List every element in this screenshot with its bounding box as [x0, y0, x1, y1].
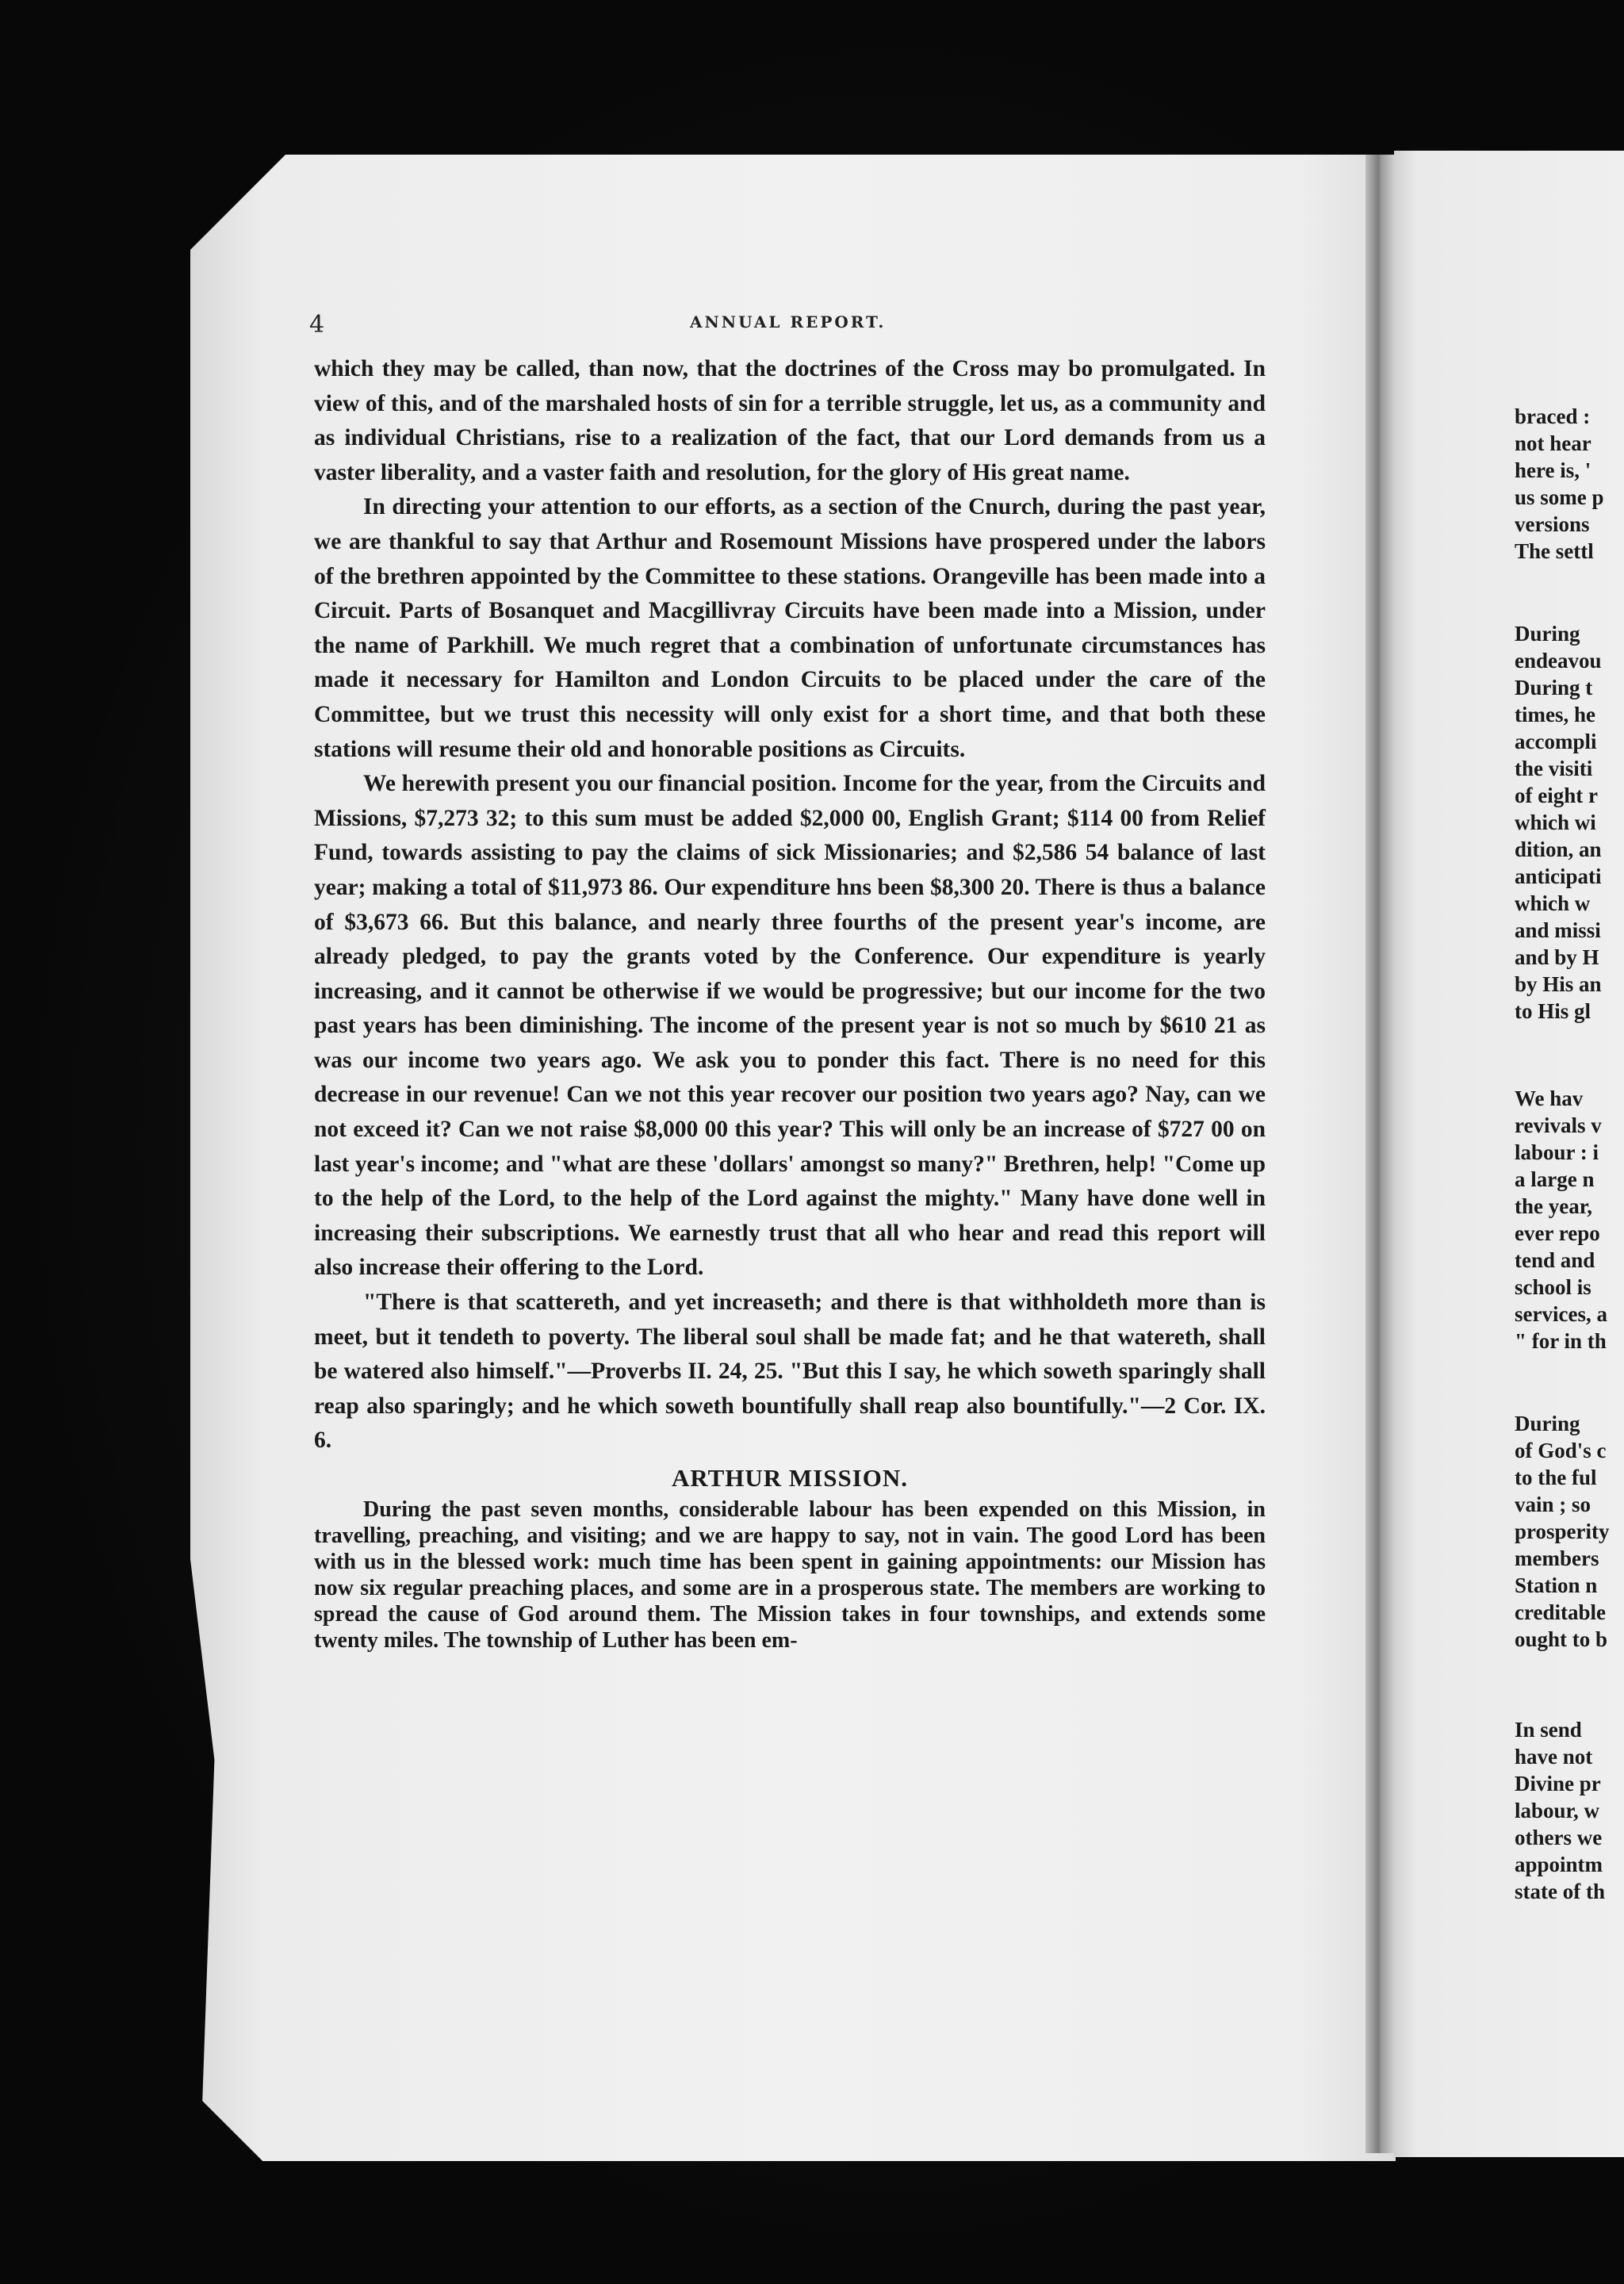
- right-page-fragment-line: a large n: [1515, 1167, 1595, 1191]
- right-page-fragment-line: others we: [1515, 1826, 1603, 1849]
- right-page-fragment-line: We hav: [1515, 1086, 1584, 1110]
- right-page-fragment-line: appointm: [1515, 1853, 1603, 1876]
- right-page-fragment-line: have not: [1515, 1745, 1593, 1769]
- right-page-fragment-line: Station n: [1515, 1573, 1598, 1597]
- right-page-fragment-line: During t: [1515, 676, 1593, 699]
- right-page-fragment-line: the visiti: [1515, 757, 1593, 780]
- right-page-fragment-line: dition, an: [1515, 837, 1602, 861]
- right-page-fragment-line: versions: [1515, 512, 1590, 536]
- paragraph-financial: We herewith present you our financial position. Income for the year, from the Circuits and Missions, $7,273 32; to this sum must be added $2,000 00, English Grant; $114 00 from Relief Fund, towards assisting to pay the claims of sick Missionaries; and $2,586 54 balance of last year; making a total of $11,973 86. Our expenditure hns been $8,300 20. There is thus a balance of $3,673 66. But this balance, and nearly three fourths of the present year's income, are already pledged, to pay the grants voted by the Conference. Our expenditure is yearly increasing, and it cannot be otherwise if we would be progressive; but our income for the two past years has been diminishing. The income of the present year is not so much by $610 21 as was our income two years ago. We ask you to ponder this fact. There is no need for this decrease in our revenue! Can we not this year recover our position two years ago? Nay, can we not exceed it? Can we not raise $8,000 00 this year? This will only be an increase of $727 00 on last year's income; and "what are these 'dollars' amongst so many?" Brethren, help! "Come up to the help of the Lord, to the help of the Lord against the mighty." Many have done well in increasing their subscriptions. We earnestly trust that all who hear and read this report will also increase their offering to the Lord.: [314, 771, 1266, 1281]
- right-page-fragment-line: to His gl: [1515, 999, 1591, 1023]
- right-page-fragment-line: creditable: [1515, 1600, 1606, 1624]
- book-gutter: [1365, 155, 1394, 2153]
- paragraph-continuation: which they may be called, than now, that the doctrines of the Cross may bo promulgated. In view of this, and of the marshaled hosts of sin for a terrible struggle, let us, as a community and as individual Christians, rise to a realization of the fact, that our Lord demands from us a vaster liberality, and a vaster faith and resolution, for the glory of His great name.: [314, 356, 1266, 485]
- right-page-fragment-line: services, a: [1515, 1302, 1607, 1326]
- right-page-fragment-line: times, he: [1515, 703, 1595, 726]
- right-page-fragment-line: accompli: [1515, 730, 1597, 753]
- right-page-fragment-line: here is, ': [1515, 458, 1591, 482]
- right-page-fragment-line: endeavou: [1515, 649, 1602, 673]
- right-page-fragment-line: " for in th: [1515, 1329, 1607, 1353]
- right-page-fragment-line: anticipati: [1515, 864, 1602, 888]
- paragraph-scripture-quote: "There is that scattereth, and yet increaseth; and there is that withholdeth more than is meet, but it tendeth to poverty. The liberal soul shall be made fat; and he that watereth, shall be watered also himself."—Proverbs II. 24, 25. "But this I say, he which soweth sparingly shall reap also sparingly; and he which soweth bountifully shall reap also bountifully."—2 Cor. IX. 6.: [314, 1290, 1266, 1454]
- right-page-fragment-line: by His an: [1515, 972, 1602, 996]
- right-page-fragment-line: braced :: [1515, 404, 1591, 428]
- right-page-fragment-line: ever repo: [1515, 1221, 1600, 1245]
- right-page-fragment-line: tend and: [1515, 1248, 1595, 1272]
- right-page-fragment-line: prosperity: [1515, 1519, 1610, 1543]
- paragraph-efforts: In directing your attention to our efforts, as a section of the Cnurch, during the past year, we are thankful to say that Arthur and Rosemount Missions have prospered under the labors of the brethren appointed by the Committee to these stations. Orangeville has been made into a Circuit. Parts of Bosanquet and Macgillivray Circuits have been made into a Mission, under the name of Parkhill. We much regret that a combination of unfortunate circumstances has made it necessary for Hamilton and London Circuits to be placed under the care of the Committee, but we trust this necessity will only exist for a short time, and that both these stations will resume their old and honorable positions as Circuits.: [314, 494, 1266, 762]
- right-page-fragment-line: not hear: [1515, 431, 1591, 455]
- right-page-fragment-line: revivals v: [1515, 1113, 1602, 1137]
- right-page-fragment-block: [1515, 403, 1624, 565]
- page-header: [309, 311, 1269, 343]
- paragraph-arthur-mission: During the past seven months, considerable labour has been expended on this Mission, in travelling, preaching, and visiting; and we are happy to say, not in vain. The good Lord has been with us in the blessed work: much time has been spent in gaining appointments: our Mission has now six regular preaching places, and some are in a prosperous state. The members are working to spread the cause of God around them. The Mission takes in four townships, and extends some twenty miles. The township of Luther has been em-: [314, 1497, 1266, 1653]
- right-page-fragment-line: and missi: [1515, 918, 1601, 942]
- right-page-fragment-line: us some p: [1515, 485, 1604, 509]
- right-page-fragment-line: The settl: [1515, 539, 1594, 563]
- right-page-fragment-block: [1515, 1410, 1624, 1653]
- right-page-fragment-line: labour, w: [1515, 1799, 1600, 1822]
- right-page-text: [1515, 403, 1624, 1905]
- page-number: 4: [309, 311, 325, 339]
- right-page-fragment-line: which wi: [1515, 811, 1596, 834]
- left-page-text: [314, 352, 1266, 1654]
- right-page-fragment-line: labour : i: [1515, 1140, 1599, 1164]
- right-page-fragment-line: In send: [1515, 1718, 1582, 1742]
- running-head: ANNUAL REPORT.: [690, 312, 887, 331]
- right-page-fragment-block: [1515, 1716, 1624, 1905]
- right-page-fragment-block: [1515, 1085, 1624, 1355]
- right-page-fragment-line: During: [1515, 622, 1580, 646]
- right-page-fragment-line: which w: [1515, 891, 1591, 915]
- right-page-fragment-line: school is: [1515, 1275, 1591, 1299]
- right-page-fragment-line: of eight r: [1515, 784, 1598, 807]
- section-title-arthur-mission: ARTHUR MISSION.: [671, 1464, 909, 1492]
- right-page-fragment-line: of God's c: [1515, 1439, 1607, 1462]
- right-page-fragment-line: state of th: [1515, 1880, 1605, 1903]
- right-page-fragment-line: Divine pr: [1515, 1772, 1601, 1795]
- right-page-fragment-line: to the ful: [1515, 1466, 1597, 1489]
- right-page-fragment-line: and by H: [1515, 945, 1599, 969]
- right-page-fragment-block: [1515, 620, 1624, 1025]
- right-page-fragment-line: vain ; so: [1515, 1493, 1591, 1516]
- right-page-fragment-line: ought to b: [1515, 1627, 1608, 1651]
- right-page-fragment-line: the year,: [1515, 1194, 1592, 1218]
- right-page-fragment-line: members: [1515, 1546, 1599, 1570]
- right-page-fragment-line: During: [1515, 1412, 1580, 1435]
